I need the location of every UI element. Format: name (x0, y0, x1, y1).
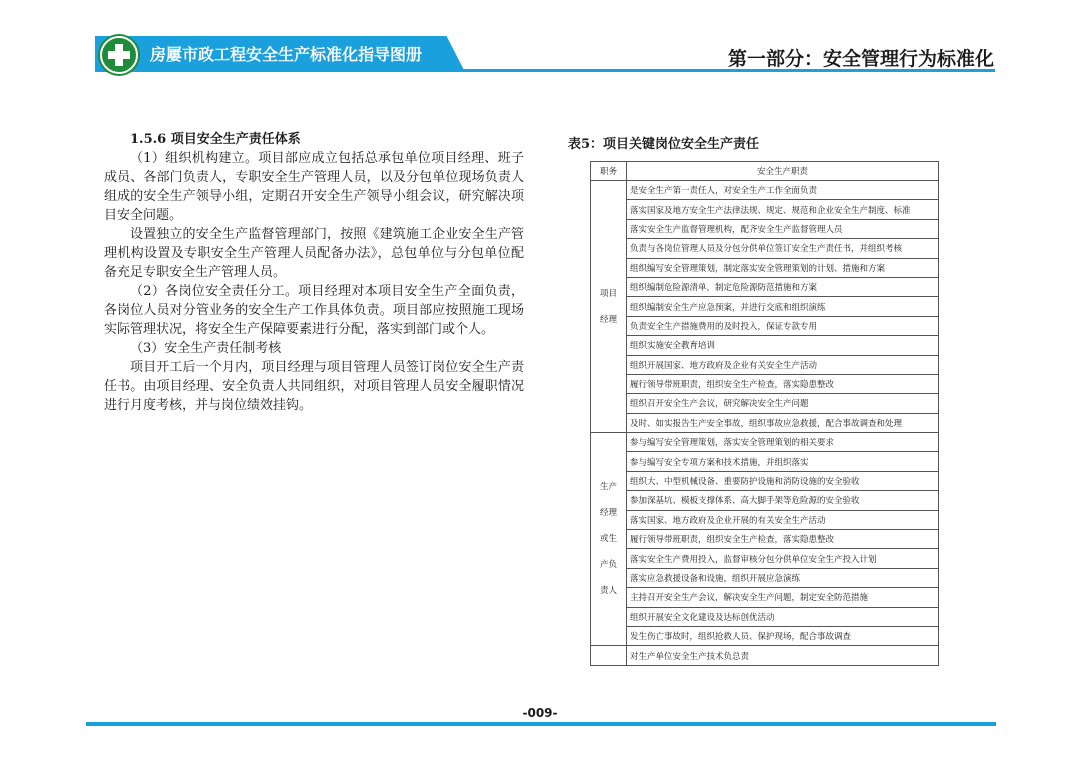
role-cell: 项目 经理 (591, 181, 627, 433)
table-header-row (591, 162, 939, 181)
duty-cell: 组织实施安全教育培训 (627, 336, 939, 355)
role-cell: 生产 经理 或生 产负 责人 (591, 433, 627, 646)
table-row (591, 510, 939, 529)
table-row (591, 530, 939, 549)
table-row (591, 452, 939, 471)
duty-cell: 是安全生产第一责任人，对安全生产工作全面负责 (627, 181, 939, 200)
table-title: 表5：项目关键岗位安全生产责任 (568, 137, 760, 152)
duty-cell: 履行领导带班职责，组织安全生产检查，落实隐患整改 (627, 530, 939, 549)
duty-cell: 参与编写安全专项方案和技术措施，并组织落实 (627, 452, 939, 471)
duty-cell: 组织编写安全管理策划，制定落实安全管理策划的计划、措施和方案 (627, 258, 939, 277)
duty-cell: 组织召开安全生产会议，研究解决安全生产问题 (627, 394, 939, 413)
paragraph: 项目开工后一个月内，项目经理与项目管理人员签订岗位安全生产责任书。由项目经理、安全负责人共同组织，对项目管理人员安全履职情况进行月度考核，并与岗位绩效挂钩。 (104, 360, 524, 413)
table-row (591, 258, 939, 277)
table-row (591, 413, 939, 432)
duty-cell: 负责安全生产措施费用的及时投入，保证专款专用 (627, 316, 939, 335)
duty-cell: 参加深基坑、模板支撑体系、高大脚手架等危险源的安全验收 (627, 491, 939, 510)
table-row (591, 646, 939, 665)
footer-rule (86, 722, 996, 726)
header-cell-role: 职务 (591, 162, 627, 181)
table-row (591, 239, 939, 258)
paragraph: （2）各岗位安全责任分工。项目经理对本项目安全生产全面负责，各岗位人员对分管业务的安全生产工作具体负责。项目部应按照施工现场实际管理状况，将安全生产保障要素进行分配，落实到部门或个人。 (104, 284, 524, 337)
table-row (591, 355, 939, 374)
section-body (104, 130, 524, 415)
table-row (591, 219, 939, 238)
table-row (591, 471, 939, 490)
role-cell (591, 646, 627, 665)
duty-cell: 落实安全生产监督管理机构，配齐安全生产监督管理人员 (627, 219, 939, 238)
duty-cell: 组织编制安全生产应急预案，并进行交底和组织演练 (627, 297, 939, 316)
table-row (591, 277, 939, 296)
duty-cell: 发生伤亡事故时，组织抢救人员、保护现场，配合事故调查 (627, 626, 939, 645)
table-row (591, 588, 939, 607)
duty-cell: 落实应急救援设备和设施，组织开展应急演练 (627, 568, 939, 587)
duty-cell: 落实国家及地方安全生产法律法规、规定、规范和企业安全生产制度、标准 (627, 200, 939, 219)
subheading: （3）安全生产责任制考核 (130, 341, 282, 356)
book-title: 房屢市政工程安全生产标准化指导图册 (150, 45, 423, 64)
table-row (591, 549, 939, 568)
group-project-manager (591, 181, 939, 433)
table-row (591, 316, 939, 335)
duty-cell: 组织大、中型机械设备、重要防护设施和消防设施的安全验收 (627, 471, 939, 490)
duty-cell: 组织开展安全文化建设及达标创优活动 (627, 607, 939, 626)
duty-table (590, 161, 939, 666)
safety-cross-logo-icon (100, 36, 138, 74)
duty-cell: 组织编制危险源清单，制定危险源防范措施和方案 (627, 277, 939, 296)
paragraph: 设置独立的安全生产监督管理部门，按照《建筑施工企业安全生产管理机构设置及专职安全生产管理人员配备办法》，总包单位与分包单位配备充足专职安全生产管理人员。 (104, 227, 524, 280)
duty-cell: 对生产单位安全生产技术负总责 (627, 646, 939, 665)
group-production-manager (591, 433, 939, 646)
table-row (591, 626, 939, 645)
part-title: 第一部分：安全管理行为标准化 (727, 48, 994, 70)
duty-cell: 主持召开安全生产会议，解决安全生产问题，制定安全防范措施 (627, 588, 939, 607)
table-row (591, 491, 939, 510)
table-row (591, 297, 939, 316)
table-row (591, 374, 939, 393)
section-title: 1.5.6 项目安全生产责任体系 (130, 132, 301, 147)
duty-cell: 参与编写安全管理策划，落实安全管理策划的相关要求 (627, 433, 939, 452)
table-row (591, 394, 939, 413)
duty-cell: 组织开展国家、地方政府及企业有关安全生产活动 (627, 355, 939, 374)
header-cell-duty: 安全生产职责 (627, 162, 939, 181)
table-row (591, 336, 939, 355)
table-row (591, 200, 939, 219)
page-number: -009- (522, 706, 558, 720)
duty-cell: 负责与各岗位管理人员及分包分供单位签订安全生产责任书，并组织考核 (627, 239, 939, 258)
paragraph: （1）组织机构建立。项目部应成立包括总承包单位项目经理、班子成员、各部门负责人，专职安全生产管理人员，以及分包单位现场负责人组成的安全生产领导小组，定期召开安全生产领导小组会议，研究解决项目安全问题。 (104, 151, 524, 223)
table-row (591, 607, 939, 626)
table-row (591, 433, 939, 452)
table-row (591, 568, 939, 587)
duty-cell: 及时、如实报告生产安全事故，组织事故应急救援，配合事故调查和处理 (627, 413, 939, 432)
table-row (591, 181, 939, 200)
duty-cell: 履行领导带班职责，组织安全生产检查，落实隐患整改 (627, 374, 939, 393)
duty-cell: 落实安全生产费用投入，监督审核分包分供单位安全生产投入计划 (627, 549, 939, 568)
duty-cell: 落实国家、地方政府及企业开展的有关安全生产活动 (627, 510, 939, 529)
